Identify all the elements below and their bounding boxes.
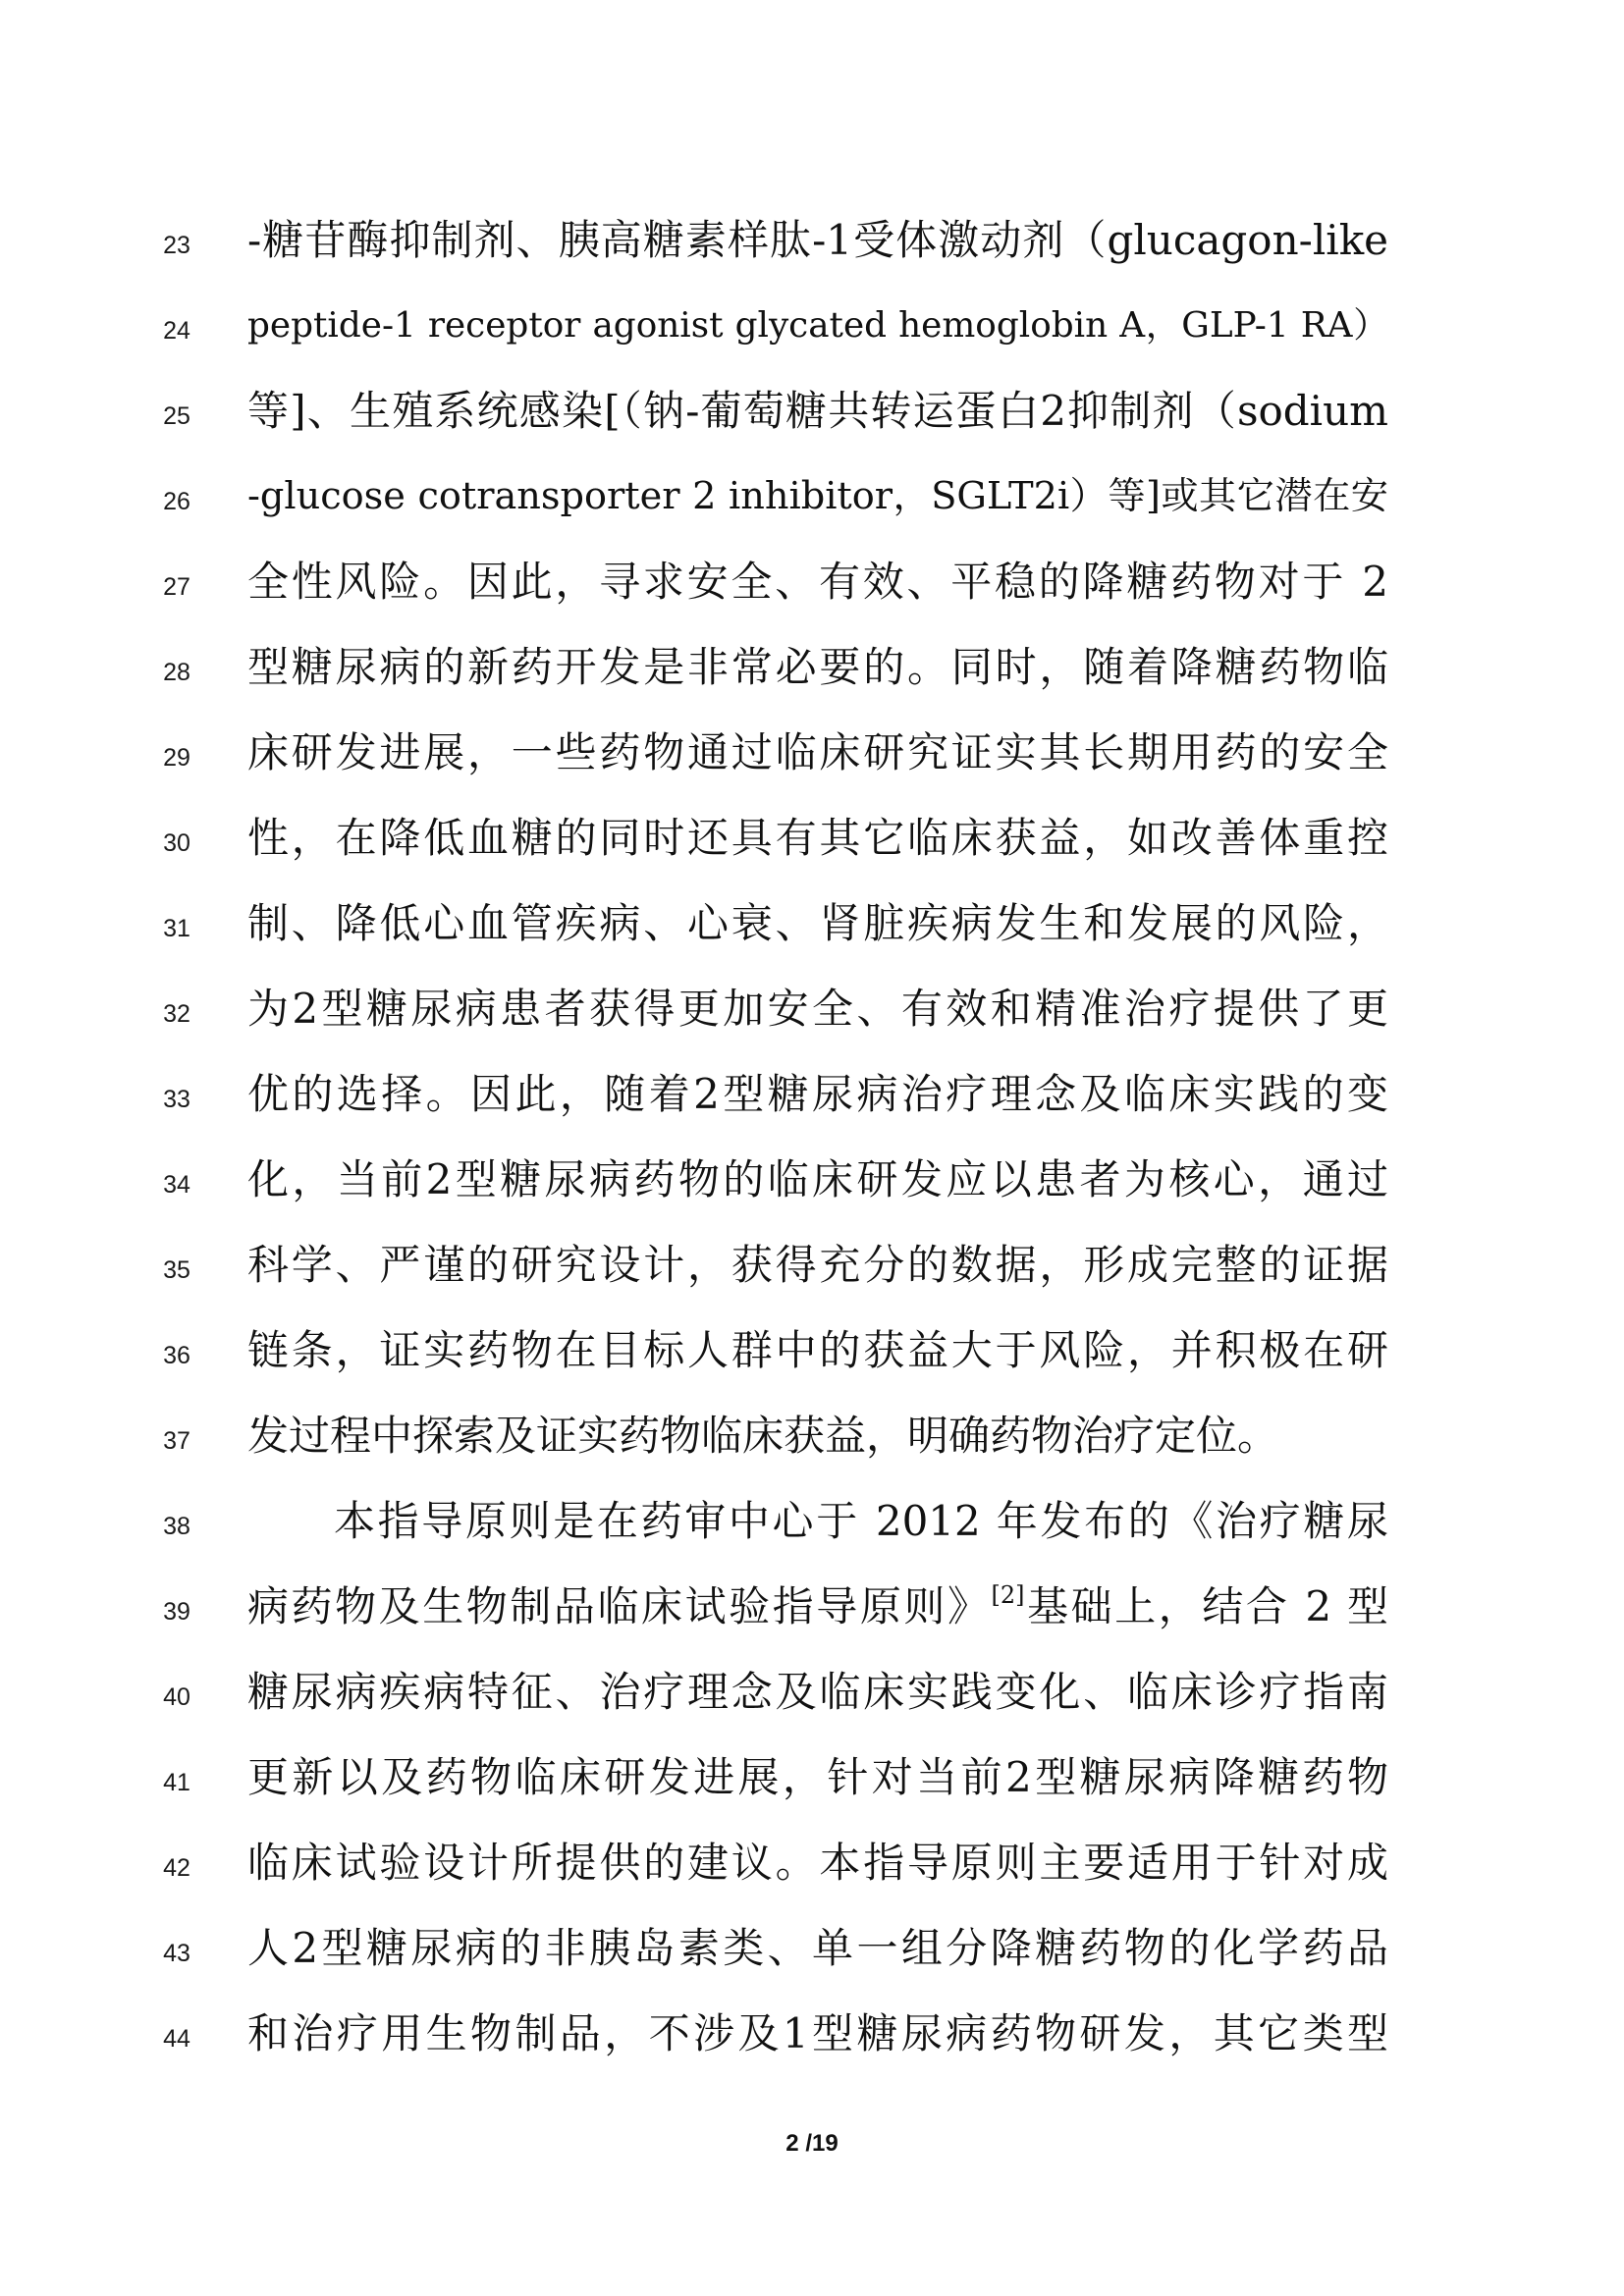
text-line: [0, 543, 1624, 628]
line-number: 38: [163, 1513, 190, 1540]
text-line: [0, 1824, 1624, 1909]
text-line: [0, 884, 1624, 970]
line-number: 44: [163, 2025, 190, 2053]
line-text: 本指导原则是在药审中心于 2012 年发布的《治疗糖尿: [334, 1497, 1388, 1545]
line-text: 人2型糖尿病的非胰岛素类、单一组分降糖药物的化学药品: [247, 1924, 1388, 1972]
line-number: 32: [163, 1000, 190, 1028]
line-number: 42: [163, 1854, 190, 1882]
line-text: 和治疗用生物制品，不涉及1型糖尿病药物研发，其它类型: [247, 2009, 1388, 2057]
text-line: [0, 201, 1624, 287]
line-text: 发过程中探索及证实药物临床获益，明确药物治疗定位。: [247, 1412, 1279, 1460]
line-text: peptide‑1 receptor agonist glycated hemoglobin A，GLP-1 RA）: [247, 305, 1388, 346]
line-number: 39: [163, 1598, 190, 1626]
line-text: 等]、生殖系统感染[（钠-葡萄糖共转运蛋白2抑制剂（sodium: [247, 387, 1388, 435]
line-number: 27: [163, 573, 190, 601]
text-line: [0, 799, 1624, 884]
line-text: 临床试验设计所提供的建议。本指导原则主要适用于针对成: [247, 1839, 1388, 1887]
line-number: 23: [163, 232, 190, 259]
line-text: 型糖尿病的新药开发是非常必要的。同时，随着降糖药物临: [247, 643, 1388, 691]
text-line: [0, 1141, 1624, 1226]
text-line: [0, 714, 1624, 799]
text-line: [0, 287, 1624, 372]
line-number: 43: [163, 1940, 190, 1967]
line-number: 25: [163, 402, 190, 430]
text-line: [0, 970, 1624, 1055]
line-number: 40: [163, 1683, 190, 1711]
text-line: [0, 1909, 1624, 1995]
line-number: 29: [163, 744, 190, 772]
line-text-after: 基础上，结合 2 型: [1024, 1582, 1388, 1630]
citation-superscript: [2]: [991, 1581, 1025, 1609]
line-text: 科学、严谨的研究设计，获得充分的数据，形成完整的证据: [247, 1241, 1388, 1289]
text-line: [0, 1653, 1624, 1738]
text-line: [0, 1482, 1624, 1568]
text-line: [0, 1738, 1624, 1824]
line-text: 制、降低心血管疾病、心衰、肾脏疾病发生和发展的风险，: [247, 899, 1388, 947]
line-number: 26: [163, 488, 190, 515]
text-line: [0, 372, 1624, 457]
line-text: 化，当前2型糖尿病药物的临床研发应以患者为核心，通过: [247, 1155, 1388, 1203]
line-text: 性，在降低血糖的同时还具有其它临床获益，如改善体重控: [247, 814, 1388, 862]
text-line: [0, 1311, 1624, 1397]
line-text: 床研发进展，一些药物通过临床研究证实其长期用药的安全: [247, 728, 1388, 776]
line-number: 35: [163, 1256, 190, 1284]
line-text: 糖尿病疾病特征、治疗理念及临床实践变化、临床诊疗指南: [247, 1668, 1388, 1716]
line-text: 优的选择。因此，随着2型糖尿病治疗理念及临床实践的变: [247, 1070, 1388, 1118]
line-text: 更新以及药物临床研发进展，针对当前2型糖尿病降糖药物: [247, 1753, 1388, 1801]
line-text: -糖苷酶抑制剂、胰高糖素样肽-1受体激动剂（glucagon‑like: [247, 216, 1388, 264]
line-number: 33: [163, 1086, 190, 1113]
line-text: 为2型糖尿病患者获得更加安全、有效和精准治疗提供了更: [247, 985, 1388, 1033]
line-number: 28: [163, 659, 190, 686]
text-line: [0, 1397, 1624, 1482]
line-text: 链条，证实药物在目标人群中的获益大于风险，并积极在研: [247, 1326, 1388, 1374]
text-line: [0, 1568, 1624, 1653]
line-number: 31: [163, 915, 190, 942]
line-text: 全性风险。因此，寻求安全、有效、平稳的降糖药物对于 2: [247, 558, 1388, 606]
page-number: 2 /19: [785, 2130, 839, 2157]
text-line: [0, 457, 1624, 543]
line-number: 37: [163, 1427, 190, 1455]
line-number: 30: [163, 829, 190, 857]
line-number: 36: [163, 1342, 190, 1369]
text-line: [0, 1055, 1624, 1141]
text-line: [0, 1995, 1624, 2080]
line-number: 34: [163, 1171, 190, 1199]
text-line: [0, 1226, 1624, 1311]
line-number: 24: [163, 317, 190, 345]
line-text: ‑glucose cotransporter 2 inhibitor，SGLT2i）等]或其它潜在安: [247, 475, 1388, 518]
line-text: [247, 1581, 1388, 1632]
line-text-before: 病药物及生物制品临床试验指导原则》: [247, 1582, 992, 1630]
text-line: [0, 628, 1624, 714]
line-number: 41: [163, 1769, 190, 1796]
